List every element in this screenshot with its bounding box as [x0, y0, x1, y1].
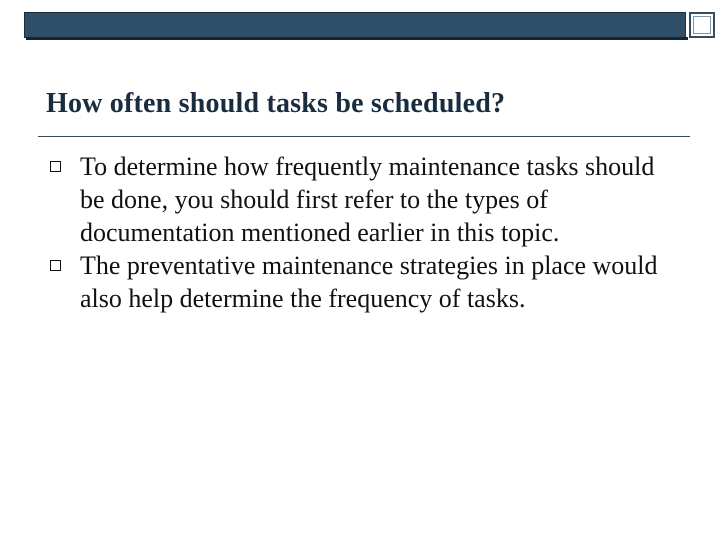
hollow-square-bullet-icon — [50, 161, 61, 172]
slide-title: How often should tasks be scheduled? — [46, 88, 506, 119]
header-accent-bar-shadow — [26, 37, 688, 40]
bullet-text: The preventative maintenance strategies in place would also help determine the frequency of tasks. — [80, 251, 658, 313]
title-divider — [38, 136, 690, 137]
bullet-text: To determine how frequently maintenance tasks should be done, you should first refer to the types of documentation mentioned earlier in this topic. — [80, 152, 655, 247]
list-item — [44, 150, 684, 249]
header-accent-bar — [24, 12, 686, 38]
list-item — [44, 249, 684, 315]
bullet-list — [44, 150, 684, 315]
hollow-square-bullet-icon — [50, 260, 61, 271]
header-corner-square — [689, 12, 715, 38]
